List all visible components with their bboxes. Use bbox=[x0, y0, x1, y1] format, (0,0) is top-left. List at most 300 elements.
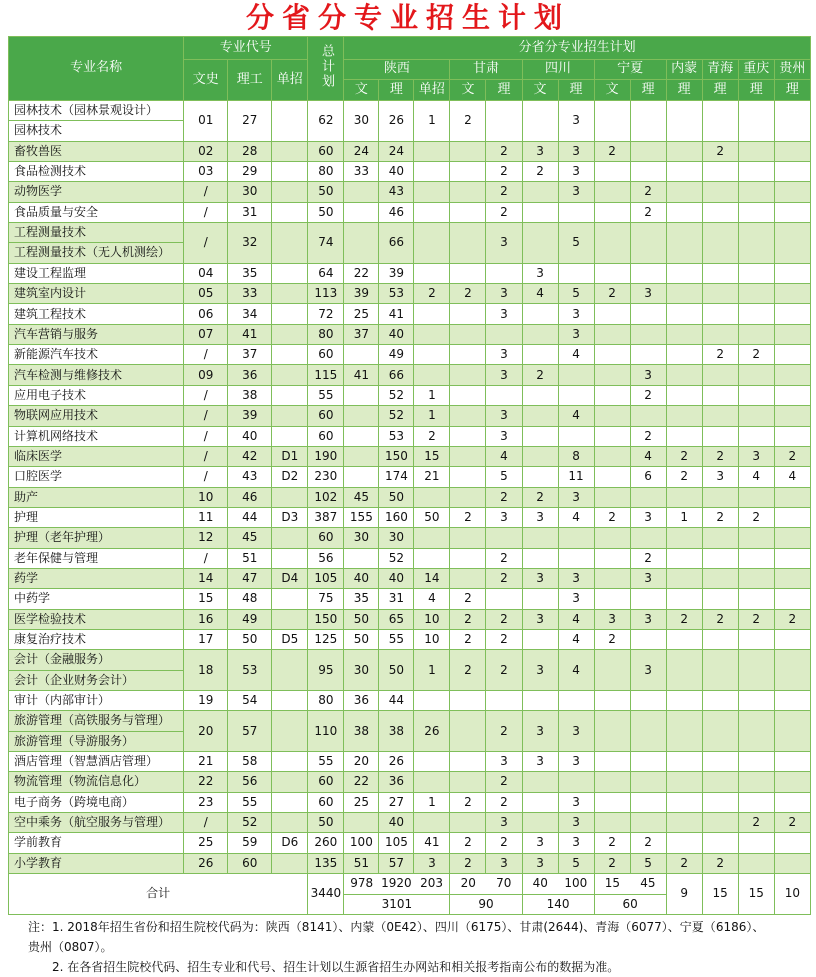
gz-li bbox=[774, 284, 810, 304]
sx-wen bbox=[344, 345, 379, 365]
sc-li: 3 bbox=[558, 162, 594, 182]
note-line: 贵州（0807）。 bbox=[28, 940, 113, 954]
table-row bbox=[9, 711, 811, 731]
wenshi-code: 01 bbox=[184, 101, 228, 142]
qh-li bbox=[702, 650, 738, 691]
gs-li: 2 bbox=[486, 162, 522, 182]
nx-li: 2 bbox=[630, 202, 666, 222]
nx-wen bbox=[594, 589, 630, 609]
ligong-code: 56 bbox=[228, 772, 272, 792]
major-name: 园林技术 bbox=[9, 121, 184, 141]
major-name: 畜牧兽医 bbox=[9, 141, 184, 161]
gs-li: 3 bbox=[486, 406, 522, 426]
sx-wen: 51 bbox=[344, 853, 379, 873]
ligong-code: 38 bbox=[228, 385, 272, 405]
ligong-code: 42 bbox=[228, 446, 272, 466]
gs-wen bbox=[450, 426, 486, 446]
gs-wen bbox=[450, 711, 486, 752]
sc-li: 4 bbox=[558, 650, 594, 691]
nx-li bbox=[630, 772, 666, 792]
sx-dan: 41 bbox=[414, 833, 450, 853]
sx-dan: 15 bbox=[414, 446, 450, 466]
wenshi-code: 12 bbox=[184, 528, 228, 548]
sx-li: 53 bbox=[379, 426, 414, 446]
sc-wen bbox=[522, 772, 558, 792]
ligong-code: 36 bbox=[228, 365, 272, 385]
nm-li bbox=[666, 813, 702, 833]
table-row bbox=[9, 568, 811, 588]
nx-wen bbox=[594, 650, 630, 691]
sc-wen bbox=[522, 446, 558, 466]
nx-wen bbox=[594, 162, 630, 182]
sx-li-total: 1920 bbox=[381, 876, 412, 891]
wenshi-code: / bbox=[184, 223, 228, 264]
sc-wen: 3 bbox=[522, 711, 558, 752]
nm-total: 9 bbox=[666, 874, 702, 915]
qh-li bbox=[702, 406, 738, 426]
sx-li: 24 bbox=[379, 141, 414, 161]
nx-li bbox=[630, 162, 666, 182]
gs-li: 3 bbox=[486, 853, 522, 873]
nm-li bbox=[666, 182, 702, 202]
danzhao-code bbox=[272, 426, 308, 446]
table-row bbox=[9, 406, 811, 426]
table-row bbox=[9, 467, 811, 487]
danzhao-code bbox=[272, 711, 308, 752]
gz-li: 4 bbox=[774, 467, 810, 487]
nm-li bbox=[666, 345, 702, 365]
gs-wen bbox=[450, 141, 486, 161]
sx-dan bbox=[414, 813, 450, 833]
gs-li: 3 bbox=[486, 813, 522, 833]
nx-wen bbox=[594, 426, 630, 446]
gz-li-header: 理 bbox=[774, 80, 810, 101]
nx-li bbox=[630, 406, 666, 426]
total-plan: 50 bbox=[308, 813, 344, 833]
sc-li: 5 bbox=[558, 853, 594, 873]
nx-li: 3 bbox=[630, 568, 666, 588]
sc-li: 11 bbox=[558, 467, 594, 487]
danzhao-code bbox=[272, 548, 308, 568]
sx-li: 53 bbox=[379, 284, 414, 304]
nm-li: 2 bbox=[666, 853, 702, 873]
ligong-code: 54 bbox=[228, 690, 272, 710]
total-plan: 75 bbox=[308, 589, 344, 609]
table-row bbox=[9, 162, 811, 182]
qh-li: 3 bbox=[702, 467, 738, 487]
cq-li bbox=[738, 650, 774, 691]
danzhao-code bbox=[272, 690, 308, 710]
table-row bbox=[9, 507, 811, 527]
ligong-code: 34 bbox=[228, 304, 272, 324]
gs-li: 2 bbox=[486, 548, 522, 568]
gs-li: 5 bbox=[486, 467, 522, 487]
danzhao-code bbox=[272, 792, 308, 812]
gs-li bbox=[486, 528, 522, 548]
qh-li bbox=[702, 752, 738, 772]
sc-wen: 4 bbox=[522, 284, 558, 304]
cq-li: 3 bbox=[738, 446, 774, 466]
gs-wen bbox=[450, 548, 486, 568]
total-plan: 105 bbox=[308, 568, 344, 588]
sx-wen bbox=[344, 202, 379, 222]
total-plan: 72 bbox=[308, 304, 344, 324]
gs-li: 2 bbox=[486, 609, 522, 629]
danzhao-code bbox=[272, 772, 308, 792]
gs-li: 2 bbox=[486, 772, 522, 792]
gs-li: 2 bbox=[486, 650, 522, 691]
nx-li: 3 bbox=[630, 609, 666, 629]
total-plan: 150 bbox=[308, 609, 344, 629]
major-name: 建筑工程技术 bbox=[9, 304, 184, 324]
wenshi-code: / bbox=[184, 202, 228, 222]
sc-li: 4 bbox=[558, 629, 594, 649]
sx-li: 31 bbox=[379, 589, 414, 609]
ligong-code: 30 bbox=[228, 182, 272, 202]
nm-li bbox=[666, 752, 702, 772]
wenshi-code: / bbox=[184, 446, 228, 466]
nm-li bbox=[666, 528, 702, 548]
note-line: 2. 在各省招生院校代码、招生专业和代号、招生计划以生源省招生办网站和相关报考指南公布的数据为准。 bbox=[52, 960, 620, 974]
nx-li bbox=[630, 690, 666, 710]
major-name: 医学检验技术 bbox=[9, 609, 184, 629]
nx-li bbox=[630, 101, 666, 142]
cq-li bbox=[738, 324, 774, 344]
nm-li bbox=[666, 284, 702, 304]
major-name: 物联网应用技术 bbox=[9, 406, 184, 426]
gs-wen bbox=[450, 202, 486, 222]
total-plan: 60 bbox=[308, 792, 344, 812]
sx-li: 52 bbox=[379, 385, 414, 405]
gs-li: 3 bbox=[486, 365, 522, 385]
qh-li bbox=[702, 711, 738, 752]
note-line: 注：1. 2018年招生省份和招生院校代码为：陕西（8141）、内蒙（0E42）、四川（6175）、甘肃(2644)、青海（6077）、宁夏（6186）、 bbox=[28, 920, 765, 934]
nm-li bbox=[666, 589, 702, 609]
major-name: 酒店管理（智慧酒店管理） bbox=[9, 752, 184, 772]
qh-li: 2 bbox=[702, 609, 738, 629]
sx-li: 40 bbox=[379, 568, 414, 588]
total-plan: 80 bbox=[308, 324, 344, 344]
sx-wen: 39 bbox=[344, 284, 379, 304]
sx-dan bbox=[414, 202, 450, 222]
sc-wen bbox=[522, 589, 558, 609]
cq-li bbox=[738, 162, 774, 182]
wenshi-code: 05 bbox=[184, 284, 228, 304]
major-name: 工程测量技术 bbox=[9, 223, 184, 243]
gz-li bbox=[774, 223, 810, 264]
sc-wen bbox=[522, 467, 558, 487]
qh-li bbox=[702, 365, 738, 385]
major-name: 药学 bbox=[9, 568, 184, 588]
nx-wen bbox=[594, 690, 630, 710]
ligong-code: 39 bbox=[228, 406, 272, 426]
qh-li: 2 bbox=[702, 345, 738, 365]
sc-li: 3 bbox=[558, 711, 594, 752]
danzhao-code bbox=[272, 263, 308, 283]
major-name: 建筑室内设计 bbox=[9, 284, 184, 304]
gz-li bbox=[774, 202, 810, 222]
table-row bbox=[9, 365, 811, 385]
gz-li bbox=[774, 182, 810, 202]
ligong-code: 31 bbox=[228, 202, 272, 222]
ligong-code: 46 bbox=[228, 487, 272, 507]
ligong-code: 51 bbox=[228, 548, 272, 568]
gz-li bbox=[774, 690, 810, 710]
sx-li: 38 bbox=[379, 711, 414, 752]
wenshi-code: 16 bbox=[184, 609, 228, 629]
ligong-code: 49 bbox=[228, 609, 272, 629]
table-row bbox=[9, 487, 811, 507]
cq-li bbox=[738, 202, 774, 222]
major-name: 小学教育 bbox=[9, 853, 184, 873]
major-name: 学前教育 bbox=[9, 833, 184, 853]
sx-li: 65 bbox=[379, 609, 414, 629]
nx-li: 6 bbox=[630, 467, 666, 487]
total-plan: 110 bbox=[308, 711, 344, 752]
wenshi-code: 15 bbox=[184, 589, 228, 609]
sx-wen: 35 bbox=[344, 589, 379, 609]
qh-li bbox=[702, 162, 738, 182]
sc-li bbox=[558, 385, 594, 405]
total-plan: 55 bbox=[308, 752, 344, 772]
sx-li: 41 bbox=[379, 304, 414, 324]
cq-li bbox=[738, 304, 774, 324]
gs-wen: 2 bbox=[450, 284, 486, 304]
gs-li: 3 bbox=[486, 345, 522, 365]
gs-wen: 2 bbox=[450, 507, 486, 527]
major-name: 动物医学 bbox=[9, 182, 184, 202]
ligong-code: 43 bbox=[228, 467, 272, 487]
sx-wen: 30 bbox=[344, 101, 379, 142]
sc-li bbox=[558, 426, 594, 446]
major-name: 助产 bbox=[9, 487, 184, 507]
sx-dan: 1 bbox=[414, 650, 450, 691]
cq-li bbox=[738, 284, 774, 304]
qh-li bbox=[702, 385, 738, 405]
ligong-code: 58 bbox=[228, 752, 272, 772]
sx-wen: 33 bbox=[344, 162, 379, 182]
qh-li bbox=[702, 589, 738, 609]
province-plan-header: 分省分专业招生计划 bbox=[344, 37, 811, 60]
sx-wen: 100 bbox=[344, 833, 379, 853]
gs-li: 3 bbox=[486, 284, 522, 304]
nx-wen bbox=[594, 772, 630, 792]
gs-wen bbox=[450, 345, 486, 365]
nx-li bbox=[630, 629, 666, 649]
gs-li: 2 bbox=[486, 182, 522, 202]
gz-li bbox=[774, 629, 810, 649]
page-title: 分省分专业招生计划 bbox=[245, 1, 570, 34]
sc-li bbox=[558, 365, 594, 385]
gz-li bbox=[774, 548, 810, 568]
nm-li bbox=[666, 650, 702, 691]
gs-wen bbox=[450, 223, 486, 264]
table-row bbox=[9, 772, 811, 792]
major-name: 中药学 bbox=[9, 589, 184, 609]
gs-li: 3 bbox=[486, 223, 522, 264]
wenshi-code: 09 bbox=[184, 365, 228, 385]
danzhao-code bbox=[272, 141, 308, 161]
nx-total-cell bbox=[594, 874, 666, 915]
sx-li: 52 bbox=[379, 548, 414, 568]
nx-li: 4 bbox=[630, 446, 666, 466]
ligong-code: 50 bbox=[228, 629, 272, 649]
sx-dan: 1 bbox=[414, 406, 450, 426]
total-plan: 80 bbox=[308, 690, 344, 710]
gs-wen bbox=[450, 385, 486, 405]
province-sichuan: 四川 bbox=[522, 60, 594, 80]
table-row bbox=[9, 792, 811, 812]
sx-dan bbox=[414, 528, 450, 548]
gz-li bbox=[774, 365, 810, 385]
danzhao-code bbox=[272, 365, 308, 385]
sc-li: 3 bbox=[558, 304, 594, 324]
sx-li: 40 bbox=[379, 813, 414, 833]
sx-dan bbox=[414, 324, 450, 344]
sx-wen: 41 bbox=[344, 365, 379, 385]
nx-wen-header: 文 bbox=[594, 80, 630, 101]
cq-li bbox=[738, 772, 774, 792]
nx-wen bbox=[594, 528, 630, 548]
total-plan: 125 bbox=[308, 629, 344, 649]
cq-li bbox=[738, 853, 774, 873]
gs-li: 3 bbox=[486, 426, 522, 446]
wenshi-code: 20 bbox=[184, 711, 228, 752]
danzhao-code bbox=[272, 609, 308, 629]
total-plan: 230 bbox=[308, 467, 344, 487]
sc-wen: 2 bbox=[522, 365, 558, 385]
wenshi-code: 10 bbox=[184, 487, 228, 507]
gs-li bbox=[486, 589, 522, 609]
sx-wen bbox=[344, 548, 379, 568]
ligong-code: 29 bbox=[228, 162, 272, 182]
cq-li bbox=[738, 711, 774, 752]
sx-li: 40 bbox=[379, 324, 414, 344]
danzhao-code bbox=[272, 650, 308, 691]
gz-li: 2 bbox=[774, 609, 810, 629]
ligong-code: 52 bbox=[228, 813, 272, 833]
major-name: 电子商务（跨境电商） bbox=[9, 792, 184, 812]
sx-li: 105 bbox=[379, 833, 414, 853]
wenshi-code: / bbox=[184, 426, 228, 446]
qh-li bbox=[702, 487, 738, 507]
sc-li: 3 bbox=[558, 752, 594, 772]
danzhao-code bbox=[272, 223, 308, 264]
cq-li bbox=[738, 487, 774, 507]
table-row bbox=[9, 385, 811, 405]
sx-wen: 50 bbox=[344, 609, 379, 629]
sc-li bbox=[558, 772, 594, 792]
nm-li bbox=[666, 162, 702, 182]
nx-wen bbox=[594, 345, 630, 365]
nm-li bbox=[666, 141, 702, 161]
nm-li bbox=[666, 487, 702, 507]
major-name: 旅游管理（导游服务） bbox=[9, 731, 184, 751]
danzhao-code bbox=[272, 182, 308, 202]
sx-li: 43 bbox=[379, 182, 414, 202]
province-ningxia: 宁夏 bbox=[594, 60, 666, 80]
nx-li: 3 bbox=[630, 650, 666, 691]
sc-li bbox=[558, 202, 594, 222]
danzhao-code bbox=[272, 487, 308, 507]
danzhao-code bbox=[272, 385, 308, 405]
ligong-code: 41 bbox=[228, 324, 272, 344]
sc-wen: 2 bbox=[522, 162, 558, 182]
sc-li: 3 bbox=[558, 101, 594, 142]
gz-li bbox=[774, 304, 810, 324]
wenshi-code: 23 bbox=[184, 792, 228, 812]
gz-li bbox=[774, 650, 810, 691]
gs-li: 4 bbox=[486, 446, 522, 466]
sx-dan: 10 bbox=[414, 629, 450, 649]
cq-li-header: 理 bbox=[738, 80, 774, 101]
sc-wen bbox=[522, 406, 558, 426]
danzhao-header: 单招 bbox=[272, 60, 308, 101]
nx-wen bbox=[594, 792, 630, 812]
nx-wen bbox=[594, 182, 630, 202]
sc-wen: 3 bbox=[522, 752, 558, 772]
nx-li bbox=[630, 345, 666, 365]
major-name-header: 专业名称 bbox=[9, 37, 184, 101]
sx-li: 39 bbox=[379, 263, 414, 283]
sx-dan: 50 bbox=[414, 507, 450, 527]
qh-li bbox=[702, 426, 738, 446]
gs-wen bbox=[450, 182, 486, 202]
qh-li bbox=[702, 548, 738, 568]
gz-total: 10 bbox=[774, 874, 810, 915]
gs-li: 2 bbox=[486, 711, 522, 752]
sx-li: 27 bbox=[379, 792, 414, 812]
sc-wen: 2 bbox=[522, 487, 558, 507]
nm-li bbox=[666, 690, 702, 710]
nm-li bbox=[666, 711, 702, 752]
danzhao-code bbox=[272, 345, 308, 365]
cq-li bbox=[738, 792, 774, 812]
table-row bbox=[9, 650, 811, 670]
sc-li bbox=[558, 690, 594, 710]
sx-li: 66 bbox=[379, 223, 414, 264]
nx-wen bbox=[594, 813, 630, 833]
sx-wen: 22 bbox=[344, 263, 379, 283]
sc-wen: 3 bbox=[522, 141, 558, 161]
table-row bbox=[9, 629, 811, 649]
gs-wen bbox=[450, 162, 486, 182]
sc-wen bbox=[522, 324, 558, 344]
major-name: 口腔医学 bbox=[9, 467, 184, 487]
table-row bbox=[9, 426, 811, 446]
sx-dan bbox=[414, 752, 450, 772]
major-name: 空中乘务（航空服务与管理） bbox=[9, 813, 184, 833]
danzhao-code bbox=[272, 101, 308, 142]
sx-dan bbox=[414, 223, 450, 264]
nx-wen bbox=[594, 304, 630, 324]
danzhao-code: D1 bbox=[272, 446, 308, 466]
gs-wen bbox=[450, 813, 486, 833]
sx-wen: 20 bbox=[344, 752, 379, 772]
gs-li: 2 bbox=[486, 833, 522, 853]
danzhao-code bbox=[272, 202, 308, 222]
nx-li-header: 理 bbox=[630, 80, 666, 101]
ligong-code: 33 bbox=[228, 284, 272, 304]
ligong-code: 37 bbox=[228, 345, 272, 365]
danzhao-code bbox=[272, 853, 308, 873]
province-gansu: 甘肃 bbox=[450, 60, 522, 80]
ligong-code: 27 bbox=[228, 101, 272, 142]
total-plan: 260 bbox=[308, 833, 344, 853]
nx-li: 2 bbox=[630, 182, 666, 202]
table-row bbox=[9, 141, 811, 161]
table-row bbox=[9, 324, 811, 344]
